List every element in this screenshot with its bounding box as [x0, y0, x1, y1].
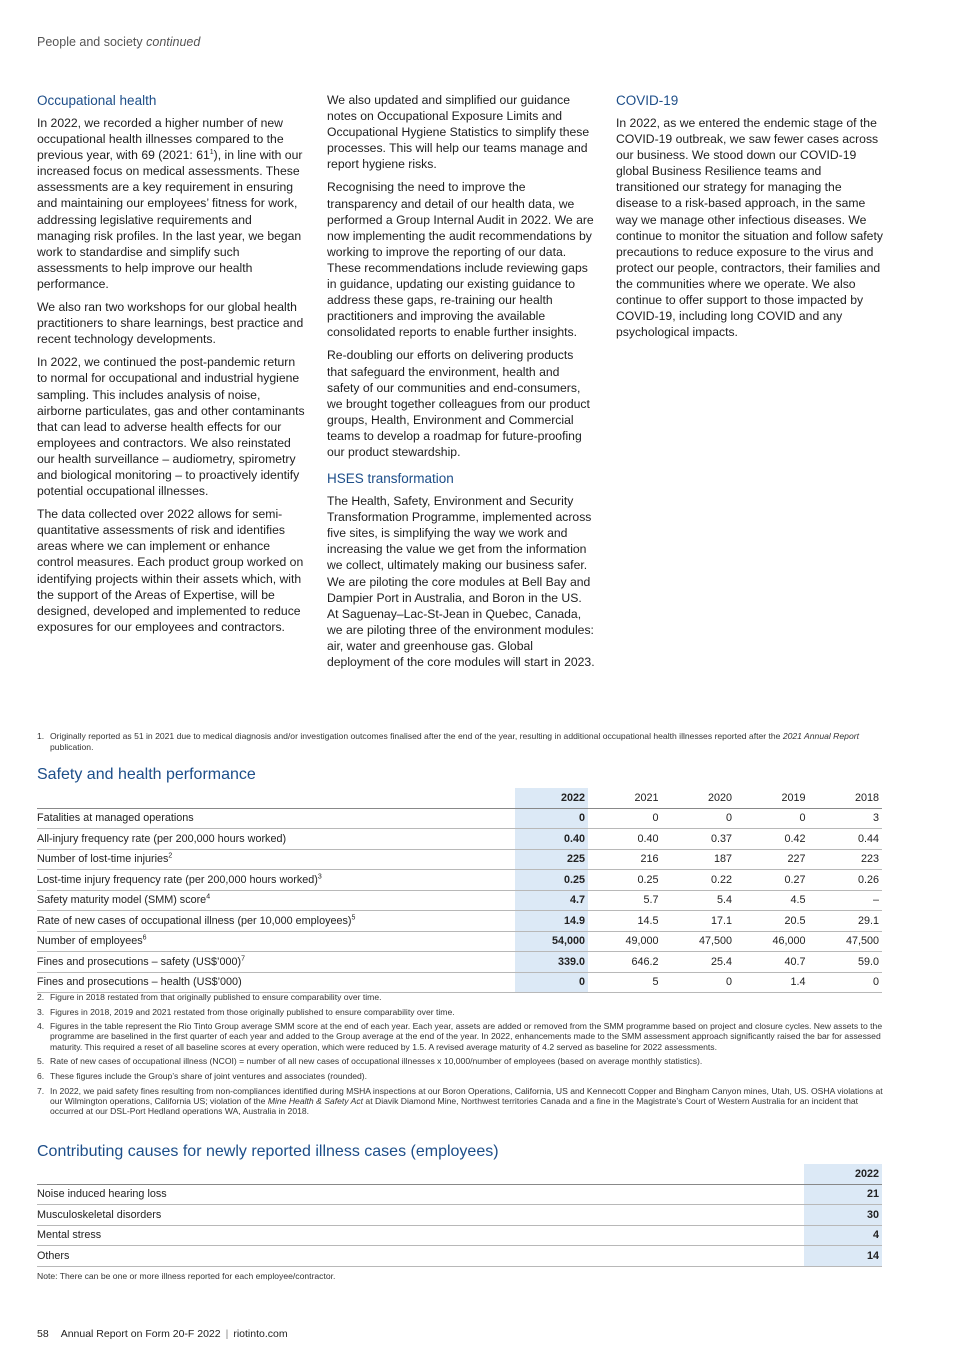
- row-label: [37, 829, 515, 850]
- table-footnotes: [37, 992, 885, 1121]
- table-row: [37, 890, 882, 911]
- note-number: 2.: [37, 992, 45, 1002]
- covid-column: [616, 92, 884, 347]
- cell-2020: 17.1: [662, 911, 736, 932]
- footnote-ref: 6: [142, 934, 147, 942]
- note-text: These figures include the Group’s share of joint ventures and associates (rounded).: [50, 1070, 368, 1081]
- cell-2022: 14: [804, 1246, 882, 1267]
- cell-2018: 0: [809, 972, 883, 993]
- row-label-text: Fines and prosecutions – health (US$’000): [37, 976, 242, 989]
- footnote-ref: 3: [317, 873, 322, 881]
- cell-2019: 0: [735, 808, 809, 829]
- row-label: [37, 808, 515, 829]
- cell-2019: 40.7: [735, 952, 809, 973]
- cell-2020: 5.4: [662, 890, 736, 911]
- causes-table-title: Contributing causes for newly reported illness cases (employees): [37, 1143, 499, 1160]
- footnote-ref: 1: [209, 149, 214, 157]
- footnote-number: 1.: [37, 731, 45, 741]
- table-note: [37, 992, 885, 1002]
- occupational-health-paragraph-4: The data collected over 2022 allows for semi-quantitative assessments of risk and identifies areas where we can implement or enhance control measures. Each product group worked on identifying projects within their assets which, with the support of the Areas of Expertise, will be designed, developed and implemented to reduce exposures for our employees and contractors.: [37, 507, 304, 634]
- note-text: Figures in the table represent the Rio Tinto Group average SMM score at the end of each year. Each year, assets are added or removed from the SMM programme based on project and closure cycles. New assets to the programme are baselined in the first quarter of each year and added to the Group average at the end of the year. In 2022, enhancements made to the SMM assessment approach significantly raised the bar for assessed maturity. This required a reset of all baseline scores at every operation, which were reduced by 1.5. A revised average maturity of 4.2 served as baseline for 2022 assessments.: [50, 1021, 883, 1052]
- occupational-health-paragraph-1: [37, 115, 305, 292]
- cell-2019: 46,000: [735, 931, 809, 952]
- row-label-text: Number of employees: [37, 935, 143, 948]
- continued-label: continued: [146, 35, 201, 49]
- cell-2018: –: [809, 890, 883, 911]
- cell-2020: 25.4: [662, 952, 736, 973]
- row-label: [37, 890, 515, 911]
- year-header: 2021: [588, 788, 662, 808]
- cell-2022: 339.0: [515, 952, 588, 973]
- row-label-text: Safety maturity model (SMM) score: [37, 894, 207, 907]
- cell-2018: 223: [809, 849, 883, 870]
- hses-transformation-paragraph: The Health, Safety, Environment and Security Transformation Programme, implemented across five sites, is simplifying the way we work and increasing the value we get from the information we collect, ultimately making our business safer. We are piloting the core modules at Bell Bay and Dampier Port in Australia, and Boron in the US. At Saguenay–Lac-St-Jean in Quebec, Canada, we are piloting three of the environment modules: air, water and greenhouse gas. Global deployment of the core modules will start in 2023.: [327, 494, 595, 669]
- footnote-ref: 4: [206, 893, 211, 901]
- footnote-italic: 2021 Annual Report: [782, 731, 859, 741]
- table-row: [37, 829, 882, 850]
- cell-2018: 0.26: [809, 870, 883, 891]
- cell-2022: 30: [804, 1205, 882, 1226]
- table-row: [37, 952, 882, 973]
- cell-2022: 0: [515, 808, 588, 829]
- table-row: [37, 849, 882, 870]
- guidance-notes-paragraph: We also updated and simplified our guidance notes on Occupational Exposure Limits and Occupational Hygiene Statistics to simplify these processes. This will help our teams manage and report hygiene risks.: [327, 93, 590, 172]
- table-header-row: [37, 1164, 882, 1184]
- row-label: [37, 911, 515, 932]
- safety-performance-table: [37, 788, 882, 993]
- cell-2019: 20.5: [735, 911, 809, 932]
- cell-2022: 0.25: [515, 870, 588, 891]
- cell-2018: 29.1: [809, 911, 883, 932]
- cell-2021: 49,000: [588, 931, 662, 952]
- cell-2022: 54,000: [515, 931, 588, 952]
- hses-transformation-heading: HSES transformation: [327, 471, 454, 487]
- row-label: [37, 849, 515, 870]
- row-label: [37, 952, 515, 973]
- occupational-health-heading: Occupational health: [37, 93, 157, 108]
- report-name: Annual Report on Form 20-F 2022: [60, 1328, 221, 1340]
- table-note: [37, 1007, 885, 1017]
- table-row: [37, 1184, 882, 1205]
- table-note: [37, 1056, 885, 1066]
- cell-2022: 0.40: [515, 829, 588, 850]
- note-number: 3.: [37, 1006, 45, 1017]
- paragraph-text: ), in line with our increased focus on medical assessments. These assessments are a key requirement in ensuring and maintaining our employees’ fitness for work, addressing legislative requirements and managing risk profiles. In the last year, we began work to standardise and simplify such assessments to help improve our health performance.: [37, 148, 303, 291]
- table-row: [37, 931, 882, 952]
- occupational-health-paragraph-3: In 2022, we continued the post-pandemic return to normal for occupational and industrial hygiene sampling. This includes analysis of noise, airborne particulates, gas and other contaminants that can lead to adverse health effects for our employees and contractors. We also reinstated our health surveillance – audiometry, spirometry and biological monitoring – to proactively identify potential occupational illnesses.: [37, 355, 305, 499]
- cell-2021: 5.7: [588, 890, 662, 911]
- cell-2022: 4.7: [515, 890, 588, 911]
- covid-paragraph: In 2022, as we entered the endemic stage of the COVID-19 outbreak, we saw fewer cases across our business. We stood down our COVID-19 global Business Resilience teams and transitioned our strategy for managing the disease to a risk-based approach, in the same way we manage other infectious diseases. We continue to monitor the situation and follow safety precautions to reduce exposure to the virus and protect our people, contractors, their families and the communities where we operate. We also continue to offer support to those impacted by COVID-19, including long COVID and any psychological impacts.: [616, 116, 883, 340]
- table-note: [37, 1021, 885, 1052]
- row-label: [37, 972, 515, 993]
- row-label-text: Fines and prosecutions – safety (US$’000): [37, 955, 242, 968]
- cell-2020: 0.22: [662, 870, 736, 891]
- cell-2021: 0.40: [588, 829, 662, 850]
- cell-2018: 59.0: [809, 952, 883, 973]
- cell-2021: 0: [588, 808, 662, 829]
- footnote-1: [37, 731, 897, 753]
- footnote-ref: 2: [168, 852, 173, 860]
- table-row: [37, 1205, 882, 1226]
- table-header-blank: [37, 1164, 804, 1184]
- note-text: Figures in 2018, 2019 and 2021 restated from those originally published to ensure comparability over time.: [50, 1006, 455, 1017]
- internal-audit-paragraph: Recognising the need to improve the transparency and detail of our health data, we performed a Group Internal Audit in 2022. We are now implementing the audit recommendations by working to improve the reporting of our data. These recommendations include reviewing gaps in guidance, updating our existing guidance to address these gaps, re-training our health practitioners and improving the available consolidated reports to enable further insights.: [327, 180, 594, 340]
- covid-heading: COVID-19: [616, 93, 679, 108]
- table-note: [37, 1071, 885, 1081]
- row-label: [37, 870, 515, 891]
- year-header: 2020: [662, 788, 736, 808]
- website: riotinto.com: [233, 1328, 288, 1340]
- note-text: Rate of new cases of occupational illness (NCOI) = number of all new cases of occupational illnesses x 10,000/number of employees (based on average monthly statistics).: [50, 1056, 703, 1067]
- row-label: Noise induced hearing loss: [37, 1184, 804, 1205]
- cell-2020: 187: [662, 849, 736, 870]
- table-row: [37, 808, 882, 829]
- row-label-text: Number of lost-time injuries: [37, 853, 169, 866]
- cell-2022: 225: [515, 849, 588, 870]
- table-header-blank: [37, 788, 515, 808]
- note-italic: Mine Health & Safety Act: [267, 1095, 364, 1106]
- row-label-text: All-injury frequency rate (per 200,000 hours worked): [37, 832, 287, 845]
- table-row: [37, 1225, 882, 1246]
- row-label: [37, 931, 515, 952]
- year-header: 2022: [804, 1164, 882, 1184]
- cell-2019: 227: [735, 849, 809, 870]
- cell-2019: 0.42: [735, 829, 809, 850]
- table-row: [37, 972, 882, 993]
- cell-2022: 14.9: [515, 911, 588, 932]
- cell-2021: 216: [588, 849, 662, 870]
- running-head: [37, 35, 200, 49]
- note-text: In 2022, we paid safety fines resulting from non-compliances identified during MSHA inspections at our Boron Operations, California, US and Kennecott Copper and Bingham Canyon mines, Utah, US. OSHA violations at our Wilmington operations, California US; violation of the: [50, 1085, 883, 1106]
- footnote-text: publication.: [50, 742, 94, 752]
- cell-2020: 47,500: [662, 931, 736, 952]
- table-note: [37, 1086, 885, 1117]
- causes-note: Note: There can be one or more illness reported for each employee/contractor.: [37, 1271, 336, 1281]
- row-label: Musculoskeletal disorders: [37, 1205, 804, 1226]
- footnote-text: Originally reported as 51 in 2021 due to medical diagnosis and/or investigation outcomes finalised after the end of the year, resulting in additional occupational health illnesses reported after the: [50, 731, 783, 741]
- occupational-health-column: [37, 92, 305, 642]
- cell-2020: 0: [662, 972, 736, 993]
- table-row: [37, 911, 882, 932]
- cell-2018: 47,500: [809, 931, 883, 952]
- cell-2022: 4: [804, 1225, 882, 1246]
- row-label-text: Lost-time injury frequency rate (per 200,000 hours worked): [37, 873, 318, 886]
- cell-2022: 0: [515, 972, 588, 993]
- page-number: 58: [37, 1328, 49, 1340]
- cell-2021: 0.25: [588, 870, 662, 891]
- footnote-ref: 7: [241, 955, 245, 963]
- safety-table-title: Safety and health performance: [37, 766, 256, 783]
- cell-2021: 5: [588, 972, 662, 993]
- note-number: 4.: [37, 1021, 45, 1032]
- middle-column: [327, 92, 595, 677]
- table-row: [37, 1246, 882, 1267]
- cell-2021: 14.5: [588, 911, 662, 932]
- table-header-row: [37, 788, 882, 808]
- year-header: 2019: [735, 788, 809, 808]
- note-number: 7.: [37, 1085, 45, 1096]
- cell-2022: 21: [804, 1184, 882, 1205]
- footer-separator: |: [225, 1328, 229, 1340]
- note-number: 5.: [37, 1056, 45, 1067]
- cell-2019: 1.4: [735, 972, 809, 993]
- product-stewardship-paragraph: Re-doubling our efforts on delivering products that safeguard the environment, health and safety of our communities and end-consumers, we brought together colleagues from our product groups, Health, Environment and Commercial teams to develop a roadmap for future-proofing our product stewardship.: [327, 348, 590, 459]
- row-label: Mental stress: [37, 1225, 804, 1246]
- row-label-text: Fatalities at managed operations: [37, 812, 194, 825]
- row-label: Others: [37, 1246, 804, 1267]
- section-name: People and society: [37, 35, 143, 49]
- cell-2018: 3: [809, 808, 883, 829]
- note-text: at Diavik Diamond Mine, Northwest territories Canada and a fine in the Magistrate’s Court of Western Australia for an incident that occurred at our DSL-Port Hedland operations WA, Australia in 2018.: [50, 1095, 859, 1117]
- cell-2020: 0.37: [662, 829, 736, 850]
- note-number: 6.: [37, 1070, 45, 1081]
- year-header: 2022: [515, 788, 588, 808]
- note-text: Figure in 2018 restated from that originally published to ensure comparability over time.: [50, 992, 382, 1002]
- footnote-ref: 5: [351, 914, 356, 922]
- illness-causes-table: [37, 1164, 882, 1267]
- cell-2018: 0.44: [809, 829, 883, 850]
- row-label-text: Rate of new cases of occupational illness (per 10,000 employees): [37, 914, 352, 927]
- cell-2019: 0.27: [735, 870, 809, 891]
- page-footer: [37, 1328, 288, 1340]
- year-header: 2018: [809, 788, 883, 808]
- occupational-health-paragraph-2: We also ran two workshops for our global health practitioners to share learnings, best practice and recent technology developments.: [37, 300, 304, 347]
- paragraph-text: In 2022, we recorded a higher number of new occupational health illnesses compared to the previous year, with 69 (2021: 61: [37, 116, 284, 163]
- cell-2020: 0: [662, 808, 736, 829]
- cell-2019: 4.5: [735, 890, 809, 911]
- table-row: [37, 870, 882, 891]
- cell-2021: 646.2: [588, 952, 662, 973]
